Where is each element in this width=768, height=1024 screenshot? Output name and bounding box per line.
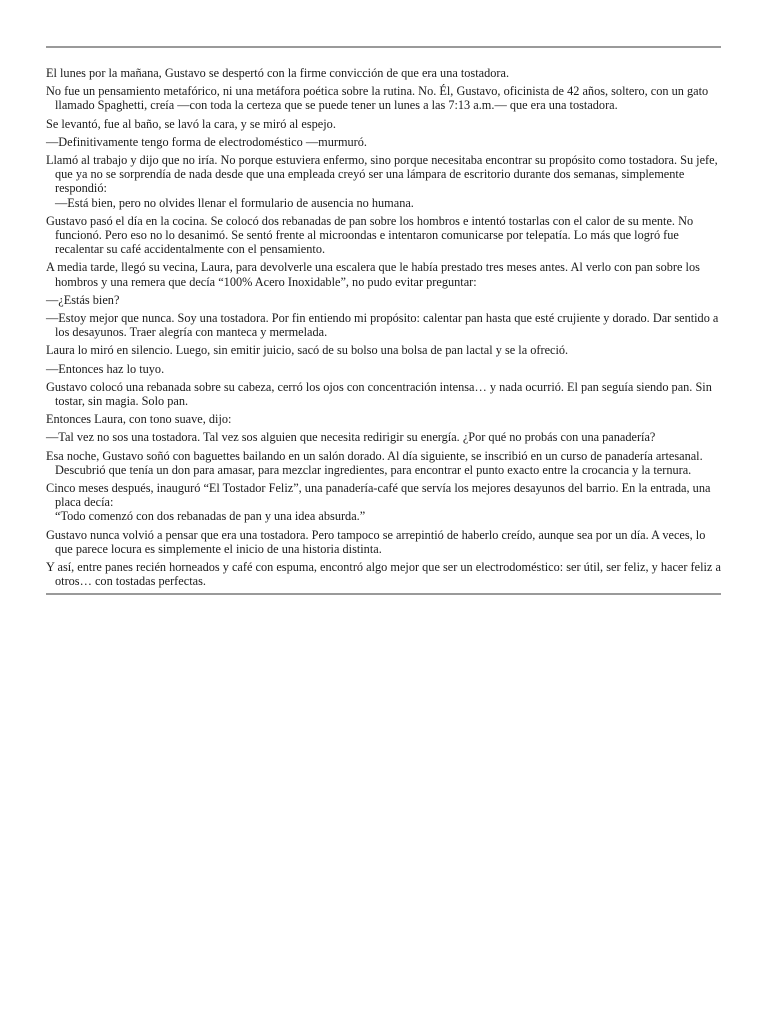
top-divider [46,46,721,48]
paragraph: Gustavo pasó el día en la cocina. Se colocó dos rebanadas de pan sobre los hombros e intentó tostarlas con el calor de su mente. No funcionó. Pero eso no lo desanimó. Se sentó frente al microondas e intentaron comunicarse por telepatía. Lo más que logró fue recalentar su café accidentalmente con el pensamiento. [46,213,694,257]
paragraph: —Estoy mejor que nunca. Soy una tostadora. Por fin entiendo mi propósito: calentar pan hasta que esté crujiente y dorado. Dar sentido a los desayunos. Traer alegría con manteca y mermelada. [46,311,719,340]
paragraph-with-reply [46,153,721,210]
paragraph-text: Llamó al trabajo y dijo que no iría. No porque estuviera enfermo, sino porque necesitaba encontrar su propósito como tostadora. Su jefe, que ya no se sorprendía de nada desde que una empleada creyó ser una lámpara de escritorio durante dos semanas, simplemente respondió: [46,153,718,196]
paragraph: —¿Estás bien? [46,292,120,307]
paragraph: Esa noche, Gustavo soñó con baguettes bailando en un salón dorado. Al día siguiente, se inscribió en un curso de panadería artesanal. Descubrió que tenía un don para amasar, para mezclar ingredientes, para encontrar el punto exacto entre la crocancia y la ternura. [46,448,703,477]
paragraph: Y así, entre panes recién horneados y café con espuma, encontró algo mejor que ser un electrodoméstico: ser útil, ser feliz, y hacer feliz a otros… con tostadas perfectas. [46,560,721,589]
paragraph: No fue un pensamiento metafórico, ni una metáfora poética sobre la rutina. No. Él, Gustavo, oficinista de 42 años, soltero, con un gato llamado Spaghetti, creía —con toda la certeza que se puede tener un lunes a las 7:13 a.m.— que era una tostadora. [46,84,709,113]
paragraph: El lunes por la mañana, Gustavo se despertó con la firme convicción de que era una tostadora. [46,66,510,80]
paragraph-with-plaque [46,481,721,524]
bottom-divider [46,593,721,595]
paragraph: —Definitivamente tengo forma de electrodoméstico —murmuró. [46,134,367,149]
paragraph: Se levantó, fue al baño, se lavó la cara, y se miró al espejo. [46,116,336,131]
paragraph: Laura lo miró en silencio. Luego, sin emitir juicio, sacó de su bolso una bolsa de pan lactal y se la ofreció. [46,343,569,358]
paragraph: Gustavo nunca volvió a pensar que era una tostadora. Pero tampoco se arrepintió de haberlo creído, aunque sea por un día. A veces, lo que parece locura es simplemente el inicio de una historia distinta. [46,527,706,556]
paragraph: Gustavo colocó una rebanada sobre su cabeza, cerró los ojos con concentración intensa… y nada ocurrió. El pan seguía siendo pan. Sin tostar, sin magia. Solo pan. [46,379,712,409]
story-body [46,66,721,589]
paragraph-text: Cinco meses después, inauguró “El Tostador Feliz”, una panadería-café que servía los mejores desayunos del barrio. En la entrada, una placa decía: [46,481,711,510]
paragraph: Entonces Laura, con tono suave, dijo: [46,412,232,427]
paragraph: A media tarde, llegó su vecina, Laura, para devolverle una escalera que le había prestado tres meses antes. Al verlo con pan sobre los hombros y una remera que decía “100% Acero Inoxidable”, no pudo evitar preguntar: [46,260,700,289]
paragraph: —Tal vez no sos una tostadora. Tal vez sos alguien que necesita redirigir su energía. ¿Por qué no probás con una panadería? [46,430,656,445]
document-page [46,46,721,595]
paragraph: —Entonces haz lo tuyo. [46,361,165,376]
plaque-quote: “Todo comenzó con dos rebanadas de pan y una idea absurda.” [55,509,366,524]
boss-reply: —Está bien, pero no olvides llenar el formulario de ausencia no humana. [55,195,414,210]
